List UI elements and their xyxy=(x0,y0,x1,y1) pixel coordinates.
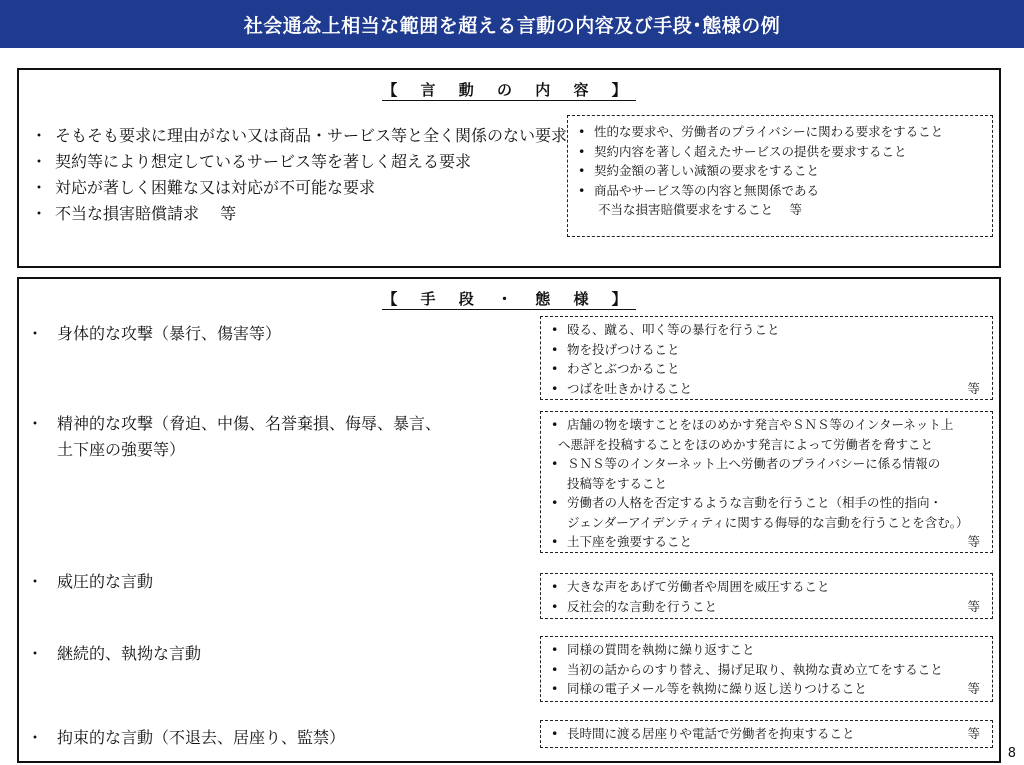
list-item: • 労働者の人格を否定するような言動を行うこと（相手の性的指向・ xyxy=(541,493,992,513)
list-item: • 反社会的な言動を行うこと 等 xyxy=(541,597,992,617)
row-label-persistent: ・ 継続的、執拗な言動 xyxy=(27,644,202,663)
page-number: 8 xyxy=(1007,746,1016,761)
list-item: • 当初の話からのすり替え、揚げ足取り、執拗な責め立てをすること xyxy=(541,660,992,680)
list-item: ・ 不当な損害賠償請求 等 xyxy=(25,201,567,227)
list-item: • 店舗の物を壊すことをほのめかす発言やＳＮＳ等のインターネット上 xyxy=(541,415,992,435)
list-item-continuation: へ悪評を投稿することをほのめかす発言によって労働者を脅すこと xyxy=(558,436,934,452)
means-heading: 【 手 段 ・ 態 様 】 xyxy=(382,290,636,308)
list-item: • 同様の質問を執拗に繰り返すこと xyxy=(541,640,992,660)
list-item-continuation: ジェンダーアイデンティティに関する侮辱的な言動を行うことを含む。） xyxy=(567,514,969,530)
page-title: 社会通念上相当な範囲を超える言動の内容及び手段･態様の例 xyxy=(0,0,1024,48)
list-item: • ＳＮＳ等のインターネット上へ労働者のプライバシーに係る情報の xyxy=(541,454,992,474)
list-item: • 商品やサービス等の内容と無関係である xyxy=(568,181,992,201)
list-item: • 同様の電子メール等を執拗に繰り返し送りつけること 等 xyxy=(541,679,992,699)
content-heading: 【 言 動 の 内 容 】 xyxy=(382,81,636,99)
list-item: • 土下座を強要すること 等 xyxy=(541,532,992,552)
list-item: • 殴る、蹴る、叩く等の暴行を行うこと xyxy=(541,320,992,340)
list-item-continuation: 投稿等をすること xyxy=(567,475,668,491)
content-examples-box xyxy=(567,115,993,237)
list-item: ・ 契約等により想定しているサービス等を著しく超える要求 xyxy=(25,149,567,175)
list-item: • 物を投げつけること xyxy=(541,340,992,360)
list-item: • 契約金額の著しい減額の要求をすること xyxy=(568,161,992,181)
restraining-examples-box xyxy=(540,720,993,748)
list-item: • わざとぶつかること xyxy=(541,359,992,379)
means-panel xyxy=(17,277,1001,763)
content-main-list xyxy=(25,123,567,227)
list-item: • 性的な要求や、労働者のプライバシーに関わる要求をすること xyxy=(568,122,992,142)
list-item: ・ 対応が著しく困難な又は対応が不可能な要求 xyxy=(25,175,567,201)
row-label-mental: ・ 精神的な攻撃（脅迫、中傷、名誉棄損、侮辱、暴言、 土下座の強要等） xyxy=(27,414,442,459)
physical-examples-box xyxy=(540,316,993,400)
persistent-examples-box xyxy=(540,636,993,702)
row-label-physical: ・ 身体的な攻撃（暴行、傷害等） xyxy=(27,324,282,343)
list-item: • 長時間に渡る居座りや電話で労働者を拘束すること 等 xyxy=(541,724,992,744)
intimidating-examples-box xyxy=(540,573,993,619)
list-item: • つばを吐きかけること 等 xyxy=(541,379,992,399)
content-panel xyxy=(17,68,1001,268)
example-continuation: 不当な損害賠償要求をすること 等 xyxy=(598,202,802,217)
list-item: ・ そもそも要求に理由がない又は商品・サービス等と全く関係のない要求 xyxy=(25,123,567,149)
row-label-intimidating: ・ 威圧的な言動 xyxy=(27,572,154,591)
mental-examples-box xyxy=(540,411,993,553)
list-item: • 契約内容を著しく超えたサービスの提供を要求すること xyxy=(568,142,992,162)
list-item: • 大きな声をあげて労働者や周囲を威圧すること xyxy=(541,577,992,597)
row-label-restraining: ・ 拘束的な言動（不退去、居座り、監禁） xyxy=(27,728,346,747)
